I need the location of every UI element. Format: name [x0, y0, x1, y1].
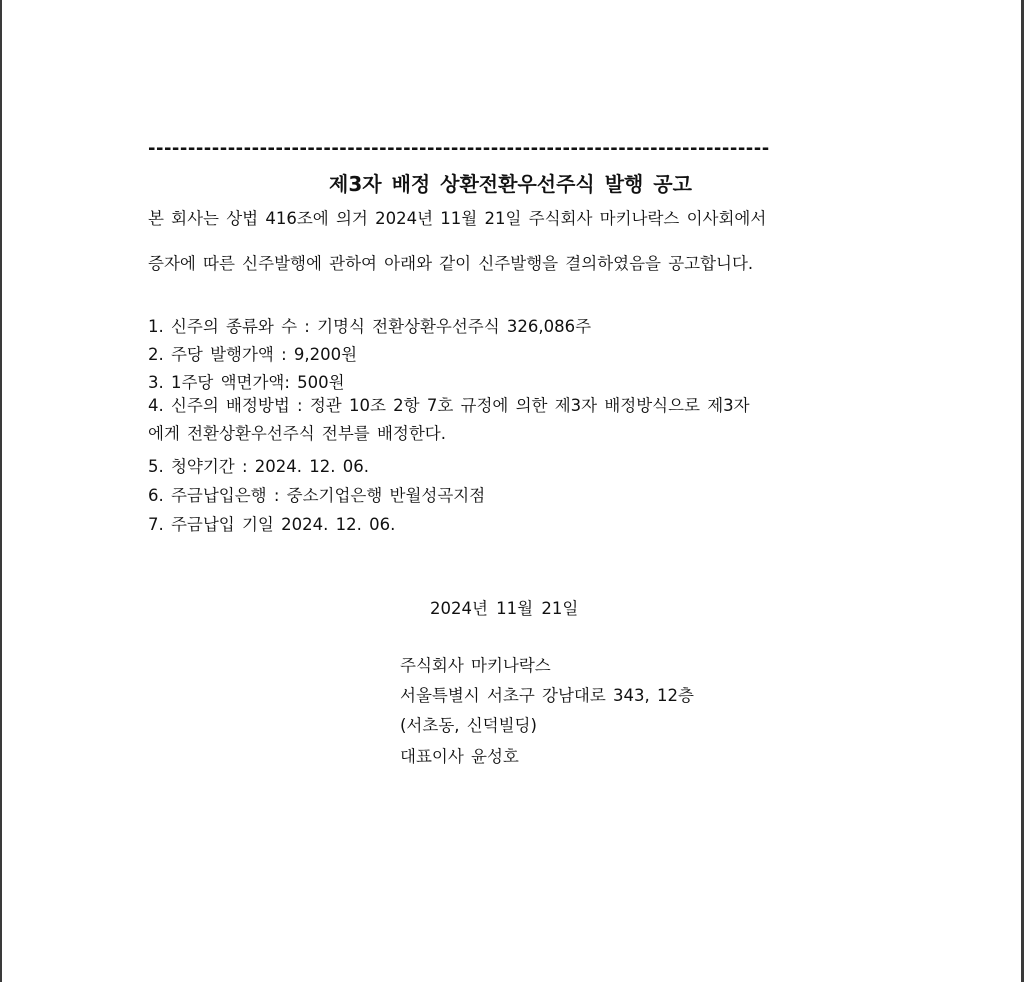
item-payment-bank: 6. 주금납입은행 : 중소기업은행 반월성곡지점 [148, 486, 486, 505]
representative: 대표이사 윤성호 [400, 747, 519, 766]
intro-line-1: 본 회사는 상법 416조에 의거 2024년 11월 21일 주식회사 마키나락스 이사회에서 [148, 209, 767, 228]
item-issue-price: 2. 주당 발행가액 : 9,200원 [148, 345, 358, 364]
item-allocation-method: 4. 신주의 배정방법 : 정관 10조 2항 7호 규정에 의한 제3자 배정방식으로 제3자 [148, 396, 750, 415]
item-subscription-period: 5. 청약기간 : 2024. 12. 06. [148, 457, 369, 476]
company-address-detail: (서초동, 신덕빌딩) [400, 716, 537, 735]
item-allocation-method-cont: 에게 전환상환우선주식 전부를 배정한다. [148, 424, 446, 443]
notice-title: 제3자 배정 상환전환우선주식 발행 공고 [329, 172, 692, 196]
notice-date: 2024년 11월 21일 [430, 599, 579, 618]
item-payment-date: 7. 주금납입 기일 2024. 12. 06. [148, 515, 396, 534]
item-share-type: 1. 신주의 종류와 수 : 기명식 전환상환우선주식 326,086주 [148, 317, 592, 336]
intro-line-2: 증자에 따른 신주발행에 관하여 아래와 같이 신주발행을 결의하였음을 공고합니다. [148, 254, 754, 273]
item-par-value: 3. 1주당 액면가액: 500원 [148, 373, 345, 392]
separator-line: ------------------------------------------------------------------------------ [148, 138, 770, 159]
company-name: 주식회사 마키나락스 [400, 656, 551, 675]
company-address: 서울특별시 서초구 강남대로 343, 12층 [400, 686, 694, 705]
